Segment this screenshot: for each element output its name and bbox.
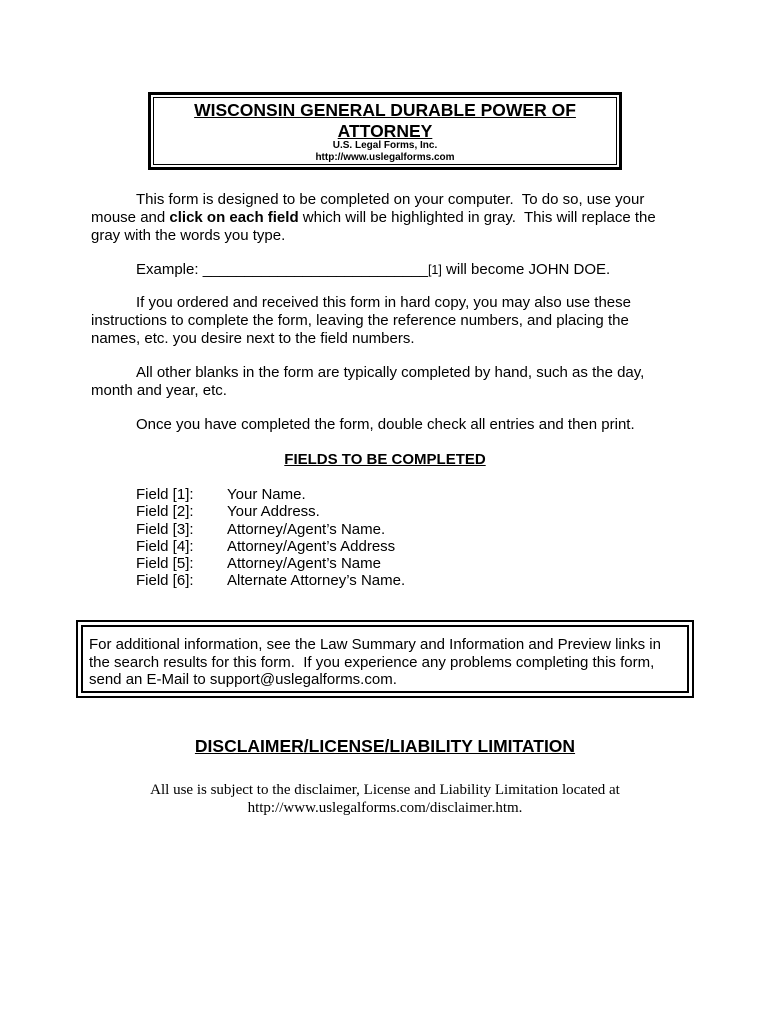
field-row	[136, 486, 536, 503]
example-reference-number: [1]	[427, 263, 442, 277]
hard-copy-line-1: If you ordered and received this form in hard copy, you may also use these	[136, 294, 631, 311]
field-row	[136, 538, 536, 555]
info-line-3: send an E-Mail to support@uslegalforms.com.	[89, 671, 397, 688]
field-label: Field [5]:	[136, 555, 194, 573]
publisher-website: http://www.uslegalforms.com	[315, 152, 455, 163]
hard-copy-line-2: instructions to complete the form, leaving the reference numbers, and placing the	[91, 312, 629, 329]
disclaimer-line-2: http://www.uslegalforms.com/disclaimer.htm.	[247, 800, 523, 816]
other-blanks-line-1: All other blanks in the form are typically completed by hand, such as the day,	[136, 364, 645, 381]
field-label: Field [3]:	[136, 520, 194, 538]
publisher-name: U.S. Legal Forms, Inc.	[332, 140, 438, 151]
intro-line-1: This form is designed to be completed on your computer. To do so, use your	[136, 191, 645, 208]
intro-line-3: gray with the words you type.	[91, 227, 286, 244]
final-check-text: Once you have completed the form, double check all entries and then print.	[136, 416, 635, 433]
disclaimer-heading: DISCLAIMER/LICENSE/LIABILITY LIMITATION	[194, 736, 576, 756]
example-blank: ___________________________	[202, 261, 428, 278]
field-label: Field [2]:	[136, 503, 194, 521]
document-title-line-1: WISCONSIN GENERAL DURABLE POWER OF	[194, 100, 576, 120]
field-label: Field [1]:	[136, 486, 194, 503]
example-result: will become JOHN DOE.	[441, 261, 611, 278]
info-line-1: For additional information, see the Law Summary and Information and Preview links in	[89, 636, 661, 653]
field-row	[136, 572, 536, 589]
example-line	[136, 261, 610, 279]
field-row	[136, 555, 536, 572]
field-label: Field [4]:	[136, 537, 194, 555]
example-label: Example:	[136, 261, 203, 278]
field-description: Your Address.	[227, 503, 320, 521]
field-row	[136, 503, 536, 520]
document-title-line-2: ATTORNEY	[337, 121, 433, 141]
field-description: Attorney/Agent’s Name.	[227, 520, 386, 538]
fields-heading: FIELDS TO BE COMPLETED	[284, 451, 486, 468]
other-blanks-line-2: month and year, etc.	[91, 382, 227, 399]
hard-copy-line-3: names, etc. you desire next to the field numbers.	[91, 330, 415, 347]
disclaimer-line-1: All use is subject to the disclaimer, License and Liability Limitation located at	[150, 782, 620, 798]
title-box	[148, 92, 622, 170]
field-row	[136, 521, 536, 538]
field-description: Attorney/Agent’s Name	[227, 555, 381, 573]
field-description: Alternate Attorney’s Name.	[227, 572, 406, 590]
field-description: Attorney/Agent’s Address	[227, 537, 396, 555]
intro-line-2-emphasis: click on each field	[169, 209, 299, 226]
info-line-2: the search results for this form. If you experience any problems completing this form,	[89, 653, 655, 671]
fields-list	[136, 486, 536, 590]
intro-line-2-end: which will be highlighted in gray. This will replace the	[298, 209, 656, 226]
field-label: Field [6]:	[136, 572, 194, 590]
field-description: Your Name.	[227, 486, 306, 503]
intro-line-2-start: mouse and	[91, 209, 170, 226]
additional-info-box	[76, 620, 694, 698]
intro-line-2	[91, 209, 656, 227]
